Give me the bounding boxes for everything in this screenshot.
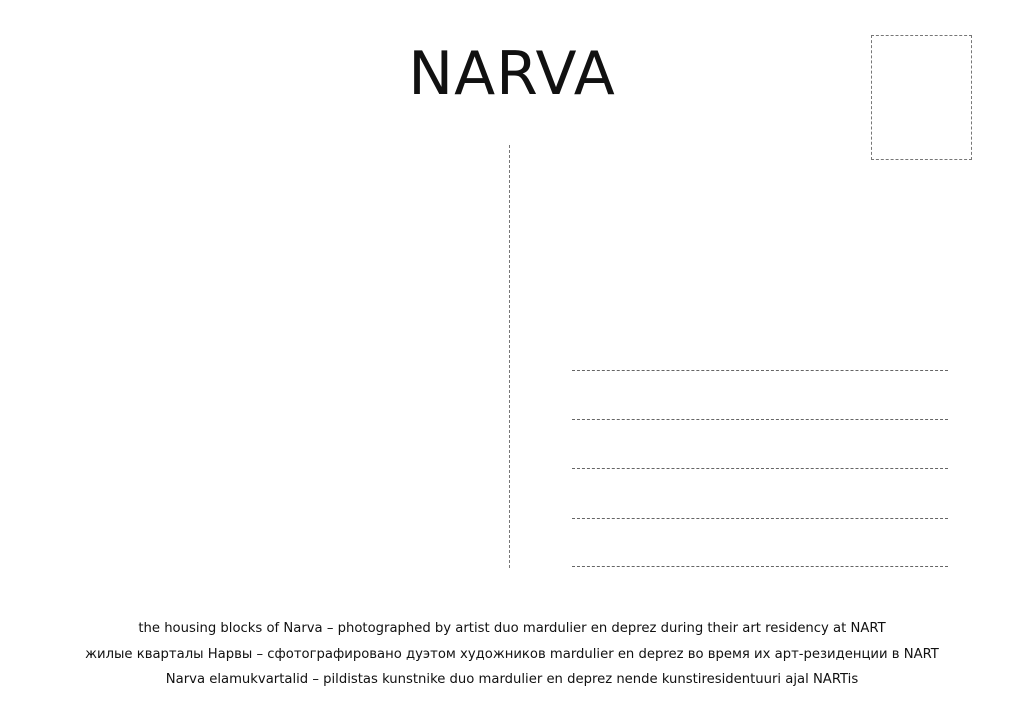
address-line <box>572 518 948 519</box>
address-line <box>572 370 948 371</box>
address-line <box>572 566 948 567</box>
caption-estonian: Narva elamukvartalid – pildistas kunstnike duo mardulier en deprez nende kunstiresidentuuri ajal NARTis <box>165 672 859 687</box>
caption-english: the housing blocks of Narva – photographed by artist duo mardulier en deprez during their art residency at NART <box>138 621 886 636</box>
postcard-title: NARVA <box>408 39 616 109</box>
stamp-placeholder <box>871 35 972 160</box>
center-divider <box>509 145 510 568</box>
address-line <box>572 468 948 469</box>
caption-russian: жилые кварталы Нарвы – сфотографировано дуэтом художников mardulier en deprez во время их арт-резиденции в NART <box>85 647 939 662</box>
address-line <box>572 419 948 420</box>
